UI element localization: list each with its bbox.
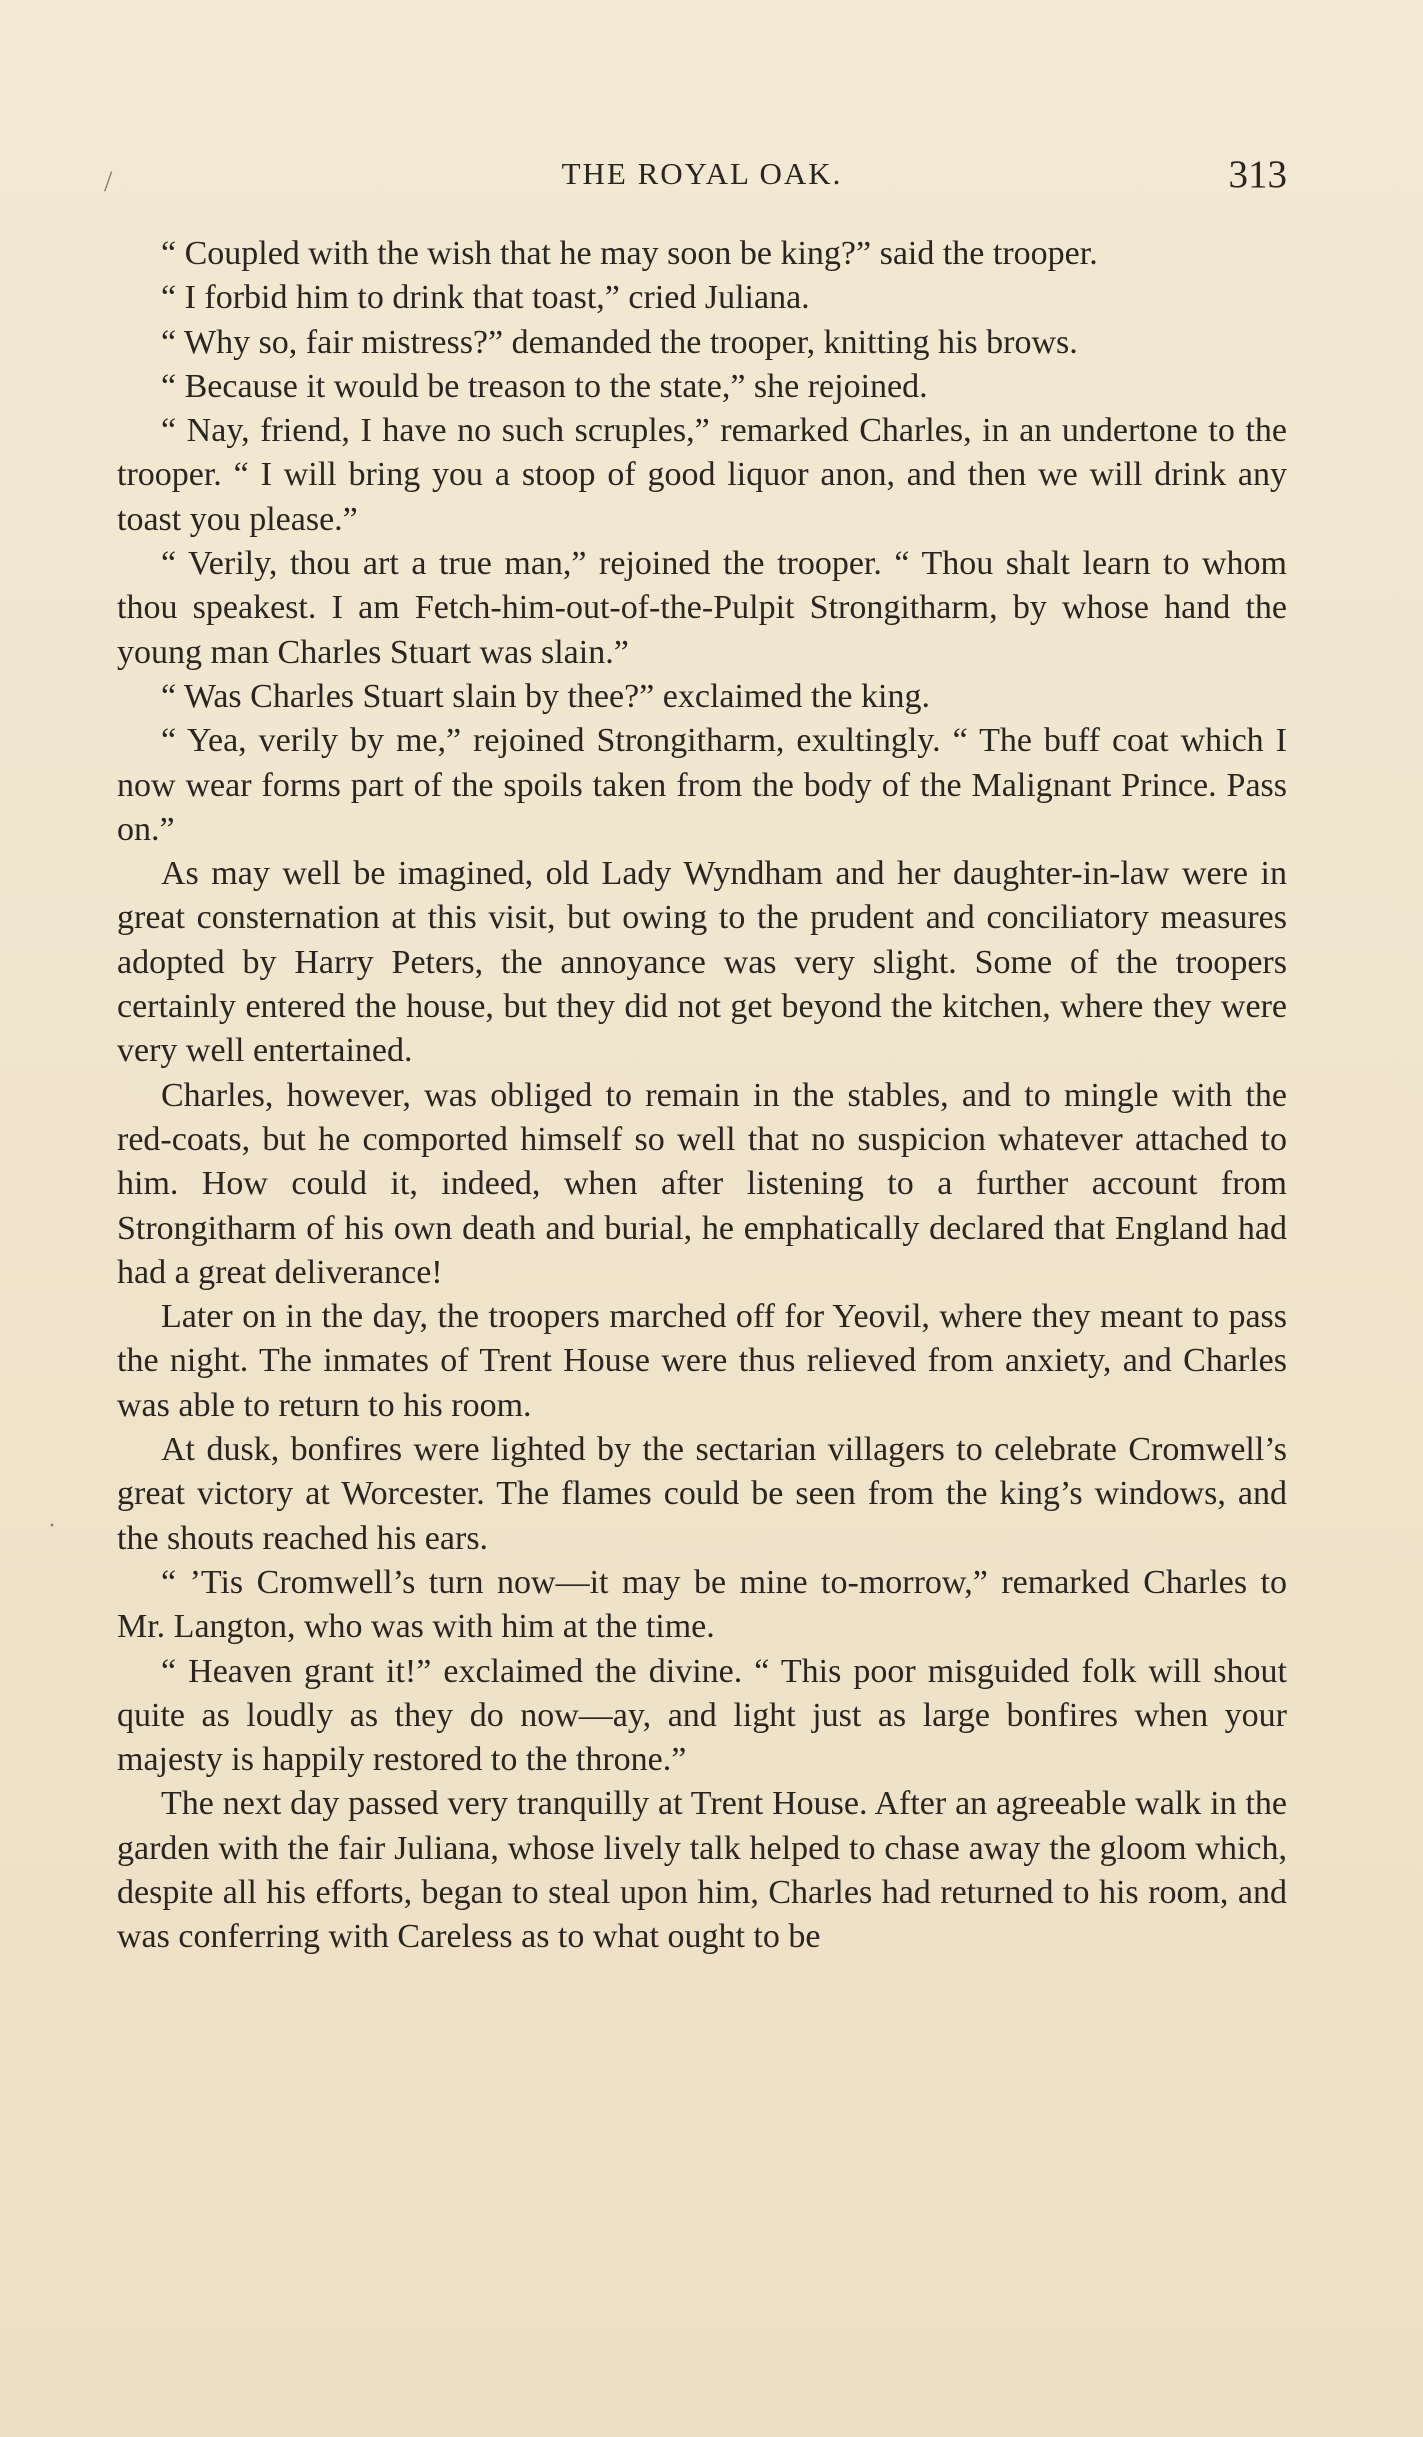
paragraph: “ Yea, verily by me,” rejoined Strongitharm, exultingly. “ The buff coat which I now wear forms part of the spoils taken from the body of the Malignant Prince. Pass on.” bbox=[117, 722, 1287, 848]
running-head: THE ROYAL OAK. bbox=[561, 156, 843, 191]
paragraph: Later on in the day, the troopers marched off for Yeovil, where they meant to pass the night. The inmates of Trent House were thus relieved from anxiety, and Charles was able to return to his room. bbox=[117, 1298, 1287, 1424]
paragraph: “ Verily, thou art a true man,” rejoined the trooper. “ Thou shalt learn to whom thou speakest. I am Fetch-him-out-of-the-Pulpit Strongitharm, by whose hand the young man Charles Stuart was slain.” bbox=[117, 545, 1287, 671]
paragraph: The next day passed very tranquilly at Trent House. After an agreeable walk in the garden with the fair Juliana, whose lively talk helped to chase away the gloom which, despite all his efforts, began to steal upon him, Charles had returned to his room, and was conferring with Careless as to what ought to be bbox=[117, 1785, 1287, 1956]
paragraph: “ Nay, friend, I have no such scruples,” remarked Charles, in an undertone to the trooper. “ I will bring you a stoop of good liquor anon, and then we will drink any toast you please.” bbox=[117, 412, 1287, 538]
paragraph: “ ’Tis Cromwell’s turn now—it may be mine to-morrow,” remarked Charles to Mr. Langton, who was with him at the time. bbox=[117, 1563, 1287, 1646]
paragraph: “ Coupled with the wish that he may soon be king?” said the trooper. bbox=[161, 235, 1098, 272]
paragraph: “ I forbid him to drink that toast,” cried Juliana. bbox=[161, 279, 810, 317]
margin-mark: / bbox=[104, 165, 113, 198]
page-number: 313 bbox=[1228, 153, 1287, 196]
margin-mark: · bbox=[48, 1513, 56, 1539]
paragraph: Charles, however, was obliged to remain in the stables, and to mingle with the red-coats, but he comported himself so well that no suspicion whatever attached to him. How could it, indeed, when after listening to a further account from Strongitharm of his own death and burial, he emphatically declared that England had had a great deliverance! bbox=[117, 1076, 1287, 1291]
paragraph: “ Because it would be treason to the state,” she rejoined. bbox=[161, 367, 928, 405]
paragraph: “ Was Charles Stuart slain by thee?” exclaimed the king. bbox=[161, 677, 930, 715]
paragraph: As may well be imagined, old Lady Wyndham and her daughter-in-law were in great consternation at this visit, but owing to the prudent and conciliatory measures adopted by Harry Peters, the annoyance was very slight. Some of the troopers certainly entered the house, but they did not get beyond the kitchen, where they were very well entertained. bbox=[117, 855, 1287, 1070]
paragraph: “ Why so, fair mistress?” demanded the trooper, knitting his brows. bbox=[161, 323, 1078, 361]
paragraph: At dusk, bonfires were lighted by the sectarian villagers to celebrate Cromwell’s great victory at Worcester. The flames could be seen from the king’s windows, and the shouts reached his ears. bbox=[117, 1431, 1287, 1557]
paragraph: “ Heaven grant it!” exclaimed the divine. “ This poor misguided folk will shout quite as loudly as they do now—ay, and light just as large bonfires when your majesty is happily restored to the throne.” bbox=[117, 1652, 1287, 1779]
page-header bbox=[117, 152, 1287, 202]
body-text bbox=[117, 232, 1287, 1960]
